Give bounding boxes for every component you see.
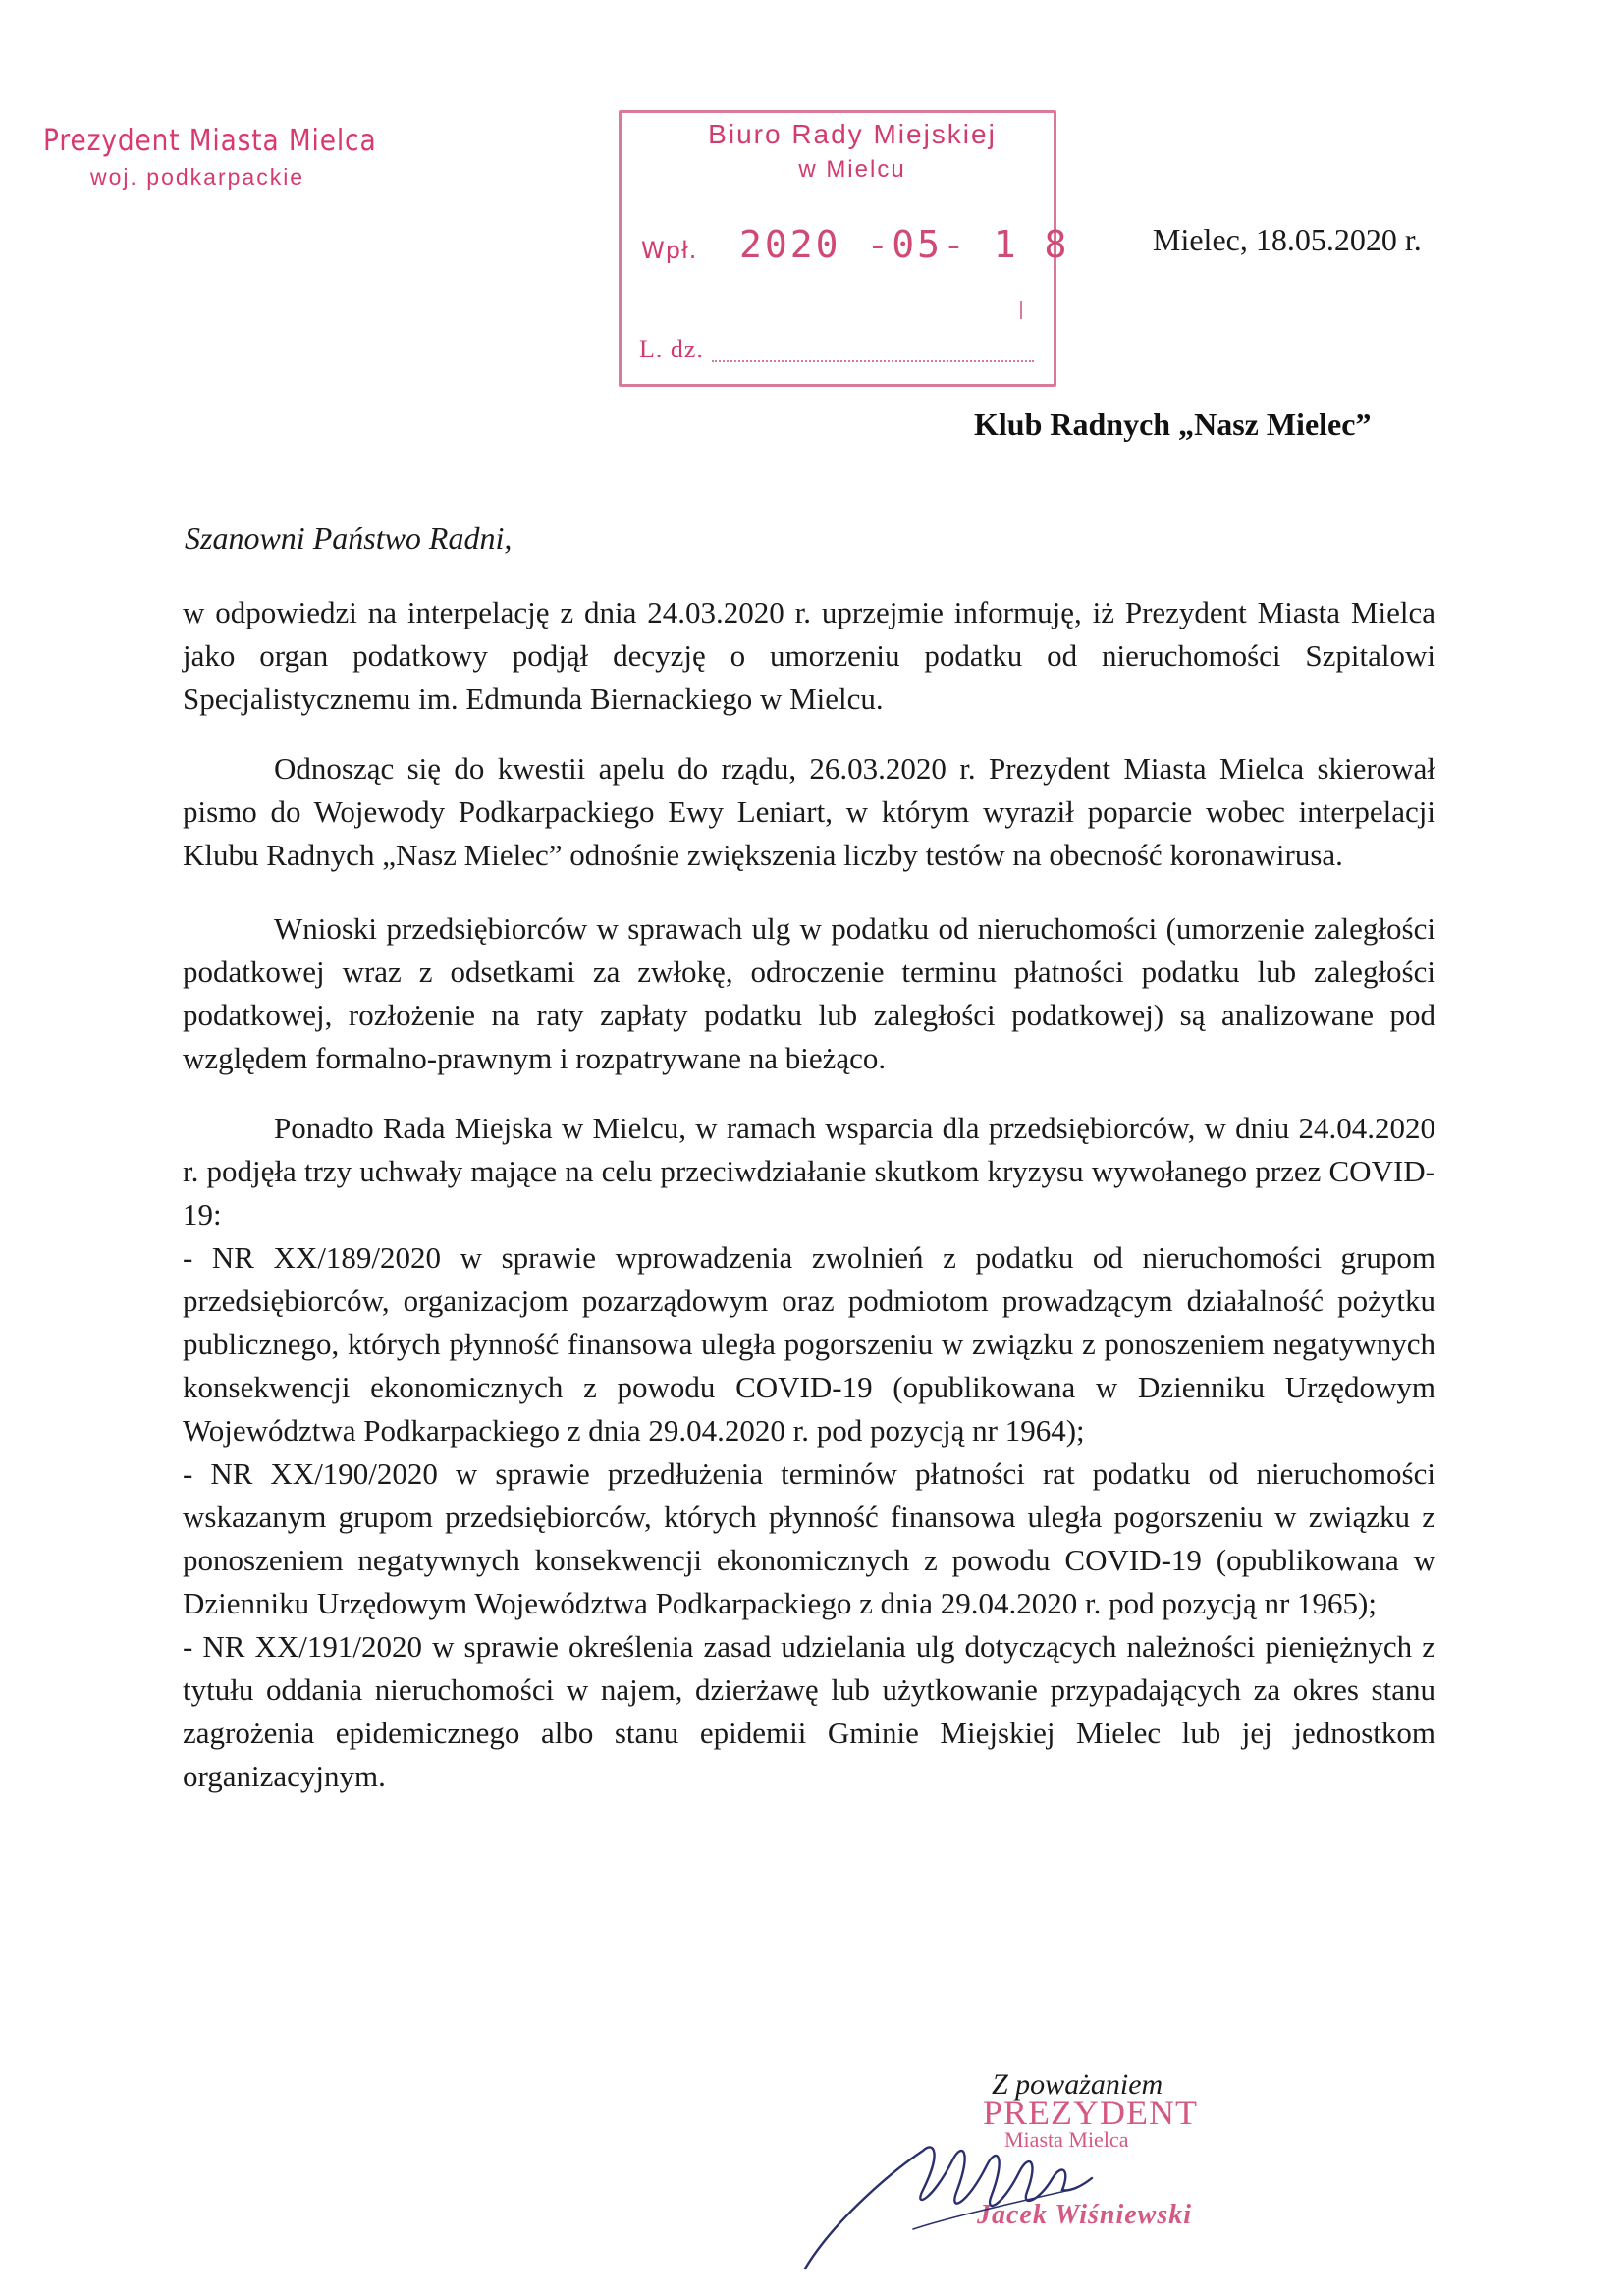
- resolution-item-3: - NR XX/191/2020 w sprawie określenia zasad udzielania ulg dotyczących należności pieniężnych z tytułu oddania nieruchomości w najem, dzierżawę lub użytkowanie przypadających za okres stanu zagrożenia epidemicznego albo stanu epidemii Gminie Miejskiej Mielec lub jej jednostkom organizacyjnym.: [183, 1629, 1435, 1793]
- letterhead-stamp: [43, 124, 436, 191]
- paragraph-1: w odpowiedzi na interpelację z dnia 24.03.2020 r. uprzejmie informuję, iż Prezydent Miasta Mielca jako organ podatkowy podjął decyzję o umorzeniu podatku od nieruchomości Szpitalowi Specjalistycznemu im. Edmunda Biernackiego w Mielcu.: [183, 595, 1435, 716]
- closing: Z poważaniem: [992, 2068, 1163, 2101]
- resolution-item-1: - NR XX/189/2020 w sprawie wprowadzenia zwolnień z podatku od nieruchomości grupom przedsiębiorców, organizacjom pozarządowym oraz podmiotom prowadzącym działalność pożytku publicznego, których płynność finansowa uległa pogorszeniu w związku z ponoszeniem negatywnych konsekwencji ekonomicznych z powodu COVID-19 (opublikowana w Dzienniku Urzędowym Województwa Podkarpackiego z dnia 29.04.2020 r. pod pozycją nr 1964);: [183, 1240, 1435, 1448]
- signature-stamp-title: PREZYDENT: [983, 2093, 1198, 2132]
- stamp-number-line: [712, 360, 1034, 362]
- paragraph-4: Ponadto Rada Miejska w Mielcu, w ramach wsparcia dla przedsiębiorców, w dniu 24.04.2020 r. podjęła trzy uchwały mające na celu przeciwdziałanie skutkom kryzysu wywołanego przez COVID-19:: [183, 1111, 1435, 1231]
- resolution-item-2: - NR XX/190/2020 w sprawie przedłużenia terminów płatności rat podatku od nieruchomości wskazanym grupom przedsiębiorców, których płynność finansowa uległa pogorszeniu w związku z ponoszeniem negatywnych konsekwencji ekonomicznych z powodu COVID-19 (opublikowana w Dzienniku Urzędowym Województwa Podkarpackiego z dnia 29.04.2020 r. pod pozycją nr 1965);: [183, 1456, 1435, 1620]
- signature-stamp-subtitle: Miasta Mielca: [1004, 2127, 1129, 2152]
- recipient: Klub Radnych „Nasz Mielec”: [974, 407, 1372, 442]
- stamp-received-label: Wpł.: [641, 237, 698, 264]
- stamp-mark: [1020, 301, 1022, 319]
- letterhead-subtitle: woj. podkarpackie: [90, 164, 305, 190]
- salutation: Szanowni Państwo Radni,: [185, 520, 513, 556]
- place-date: Mielec, 18.05.2020 r.: [1153, 222, 1422, 257]
- paragraph-3: Wnioski przedsiębiorców w sprawach ulg w podatku od nieruchomości (umorzenie zaległości podatkowej wraz z odsetkami za zwłokę, odroczenie terminu płatności podatku lub zaległości podatkowej, rozłożenie na raty zapłaty podatku lub zaległości podatkowej) są analizowane pod względem formalno-prawnym i rozpatrywane na bieżąco.: [183, 911, 1435, 1075]
- paragraph-2: Odnosząc się do kwestii apelu do rządu, 26.03.2020 r. Prezydent Miasta Mielca skierował pismo do Wojewody Podkarpackiego Ewy Leniart, w którym wyraził poparcie wobec interpelacji Klubu Radnych „Nasz Mielec” odnośnie zwiększenia liczby testów na obecność koronawirusa.: [183, 751, 1435, 872]
- office-received-stamp: [619, 110, 1070, 387]
- handwritten-signature: [776, 2082, 1227, 2278]
- letter-body: [183, 591, 1435, 1798]
- stamp-received-date: 2020 -05- 1 8: [739, 223, 1070, 266]
- stamp-subtitle: w Mielcu: [798, 156, 906, 183]
- stamp-number-label: L. dz.: [639, 335, 704, 363]
- signature-stamp-name: Jacek Wiśniewski: [977, 2200, 1193, 2230]
- stamp-title: Biuro Rady Miejskiej: [708, 119, 997, 149]
- letterhead-title: Prezydent Miasta Mielca: [43, 124, 377, 158]
